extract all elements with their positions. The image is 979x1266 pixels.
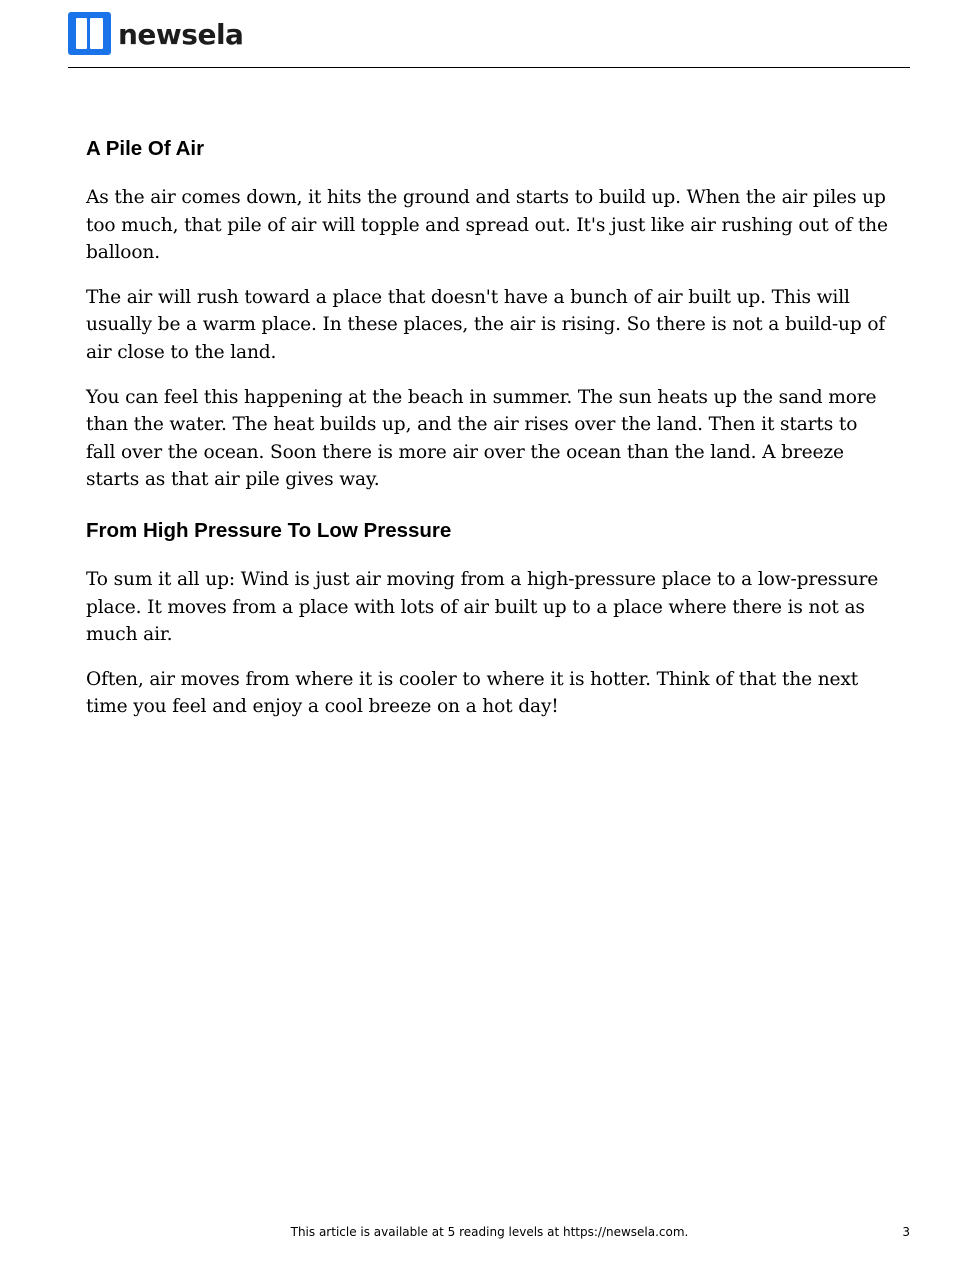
paragraph: The air will rush toward a place that doesn't have a bunch of air built up. This will usually be a warm place. In these places, the air is rising. So there is not a build-up of air close to the land. xyxy=(86,286,886,363)
newsela-logo-icon xyxy=(68,12,111,55)
section-heading: A Pile Of Air xyxy=(86,137,205,160)
article-body xyxy=(86,136,892,738)
footer-note: This article is available at 5 reading levels at https://newsela.com. xyxy=(290,1225,689,1239)
paragraph: To sum it all up: Wind is just air moving from a high-pressure place to a low-pressure place. It moves from a place with lots of air built up to a place where there is not as much air. xyxy=(86,568,879,646)
paragraph: Often, air moves from where it is cooler to where it is hotter. Think of that the next time you feel and enjoy a cool breeze on a hot day! xyxy=(86,668,859,718)
logo-text: newsela xyxy=(118,18,244,51)
paragraph: As the air comes down, it hits the ground and starts to build up. When the air piles up too much, that pile of air will topple and spread out. It's just like air rushing out of the balloon. xyxy=(86,187,888,264)
section-heading: From High Pressure To Low Pressure xyxy=(86,518,452,542)
newsela-logo[interactable] xyxy=(68,11,243,55)
paragraph: You can feel this happening at the beach in summer. The sun heats up the sand more than the water. The heat builds up, and the air rises over the land. Then it starts to fall over the ocean. Soon there is more air over the ocean than the land. A breeze starts as that air pile gives way. xyxy=(86,386,877,491)
page-number: 3 xyxy=(902,1225,910,1239)
page-header xyxy=(68,11,910,68)
